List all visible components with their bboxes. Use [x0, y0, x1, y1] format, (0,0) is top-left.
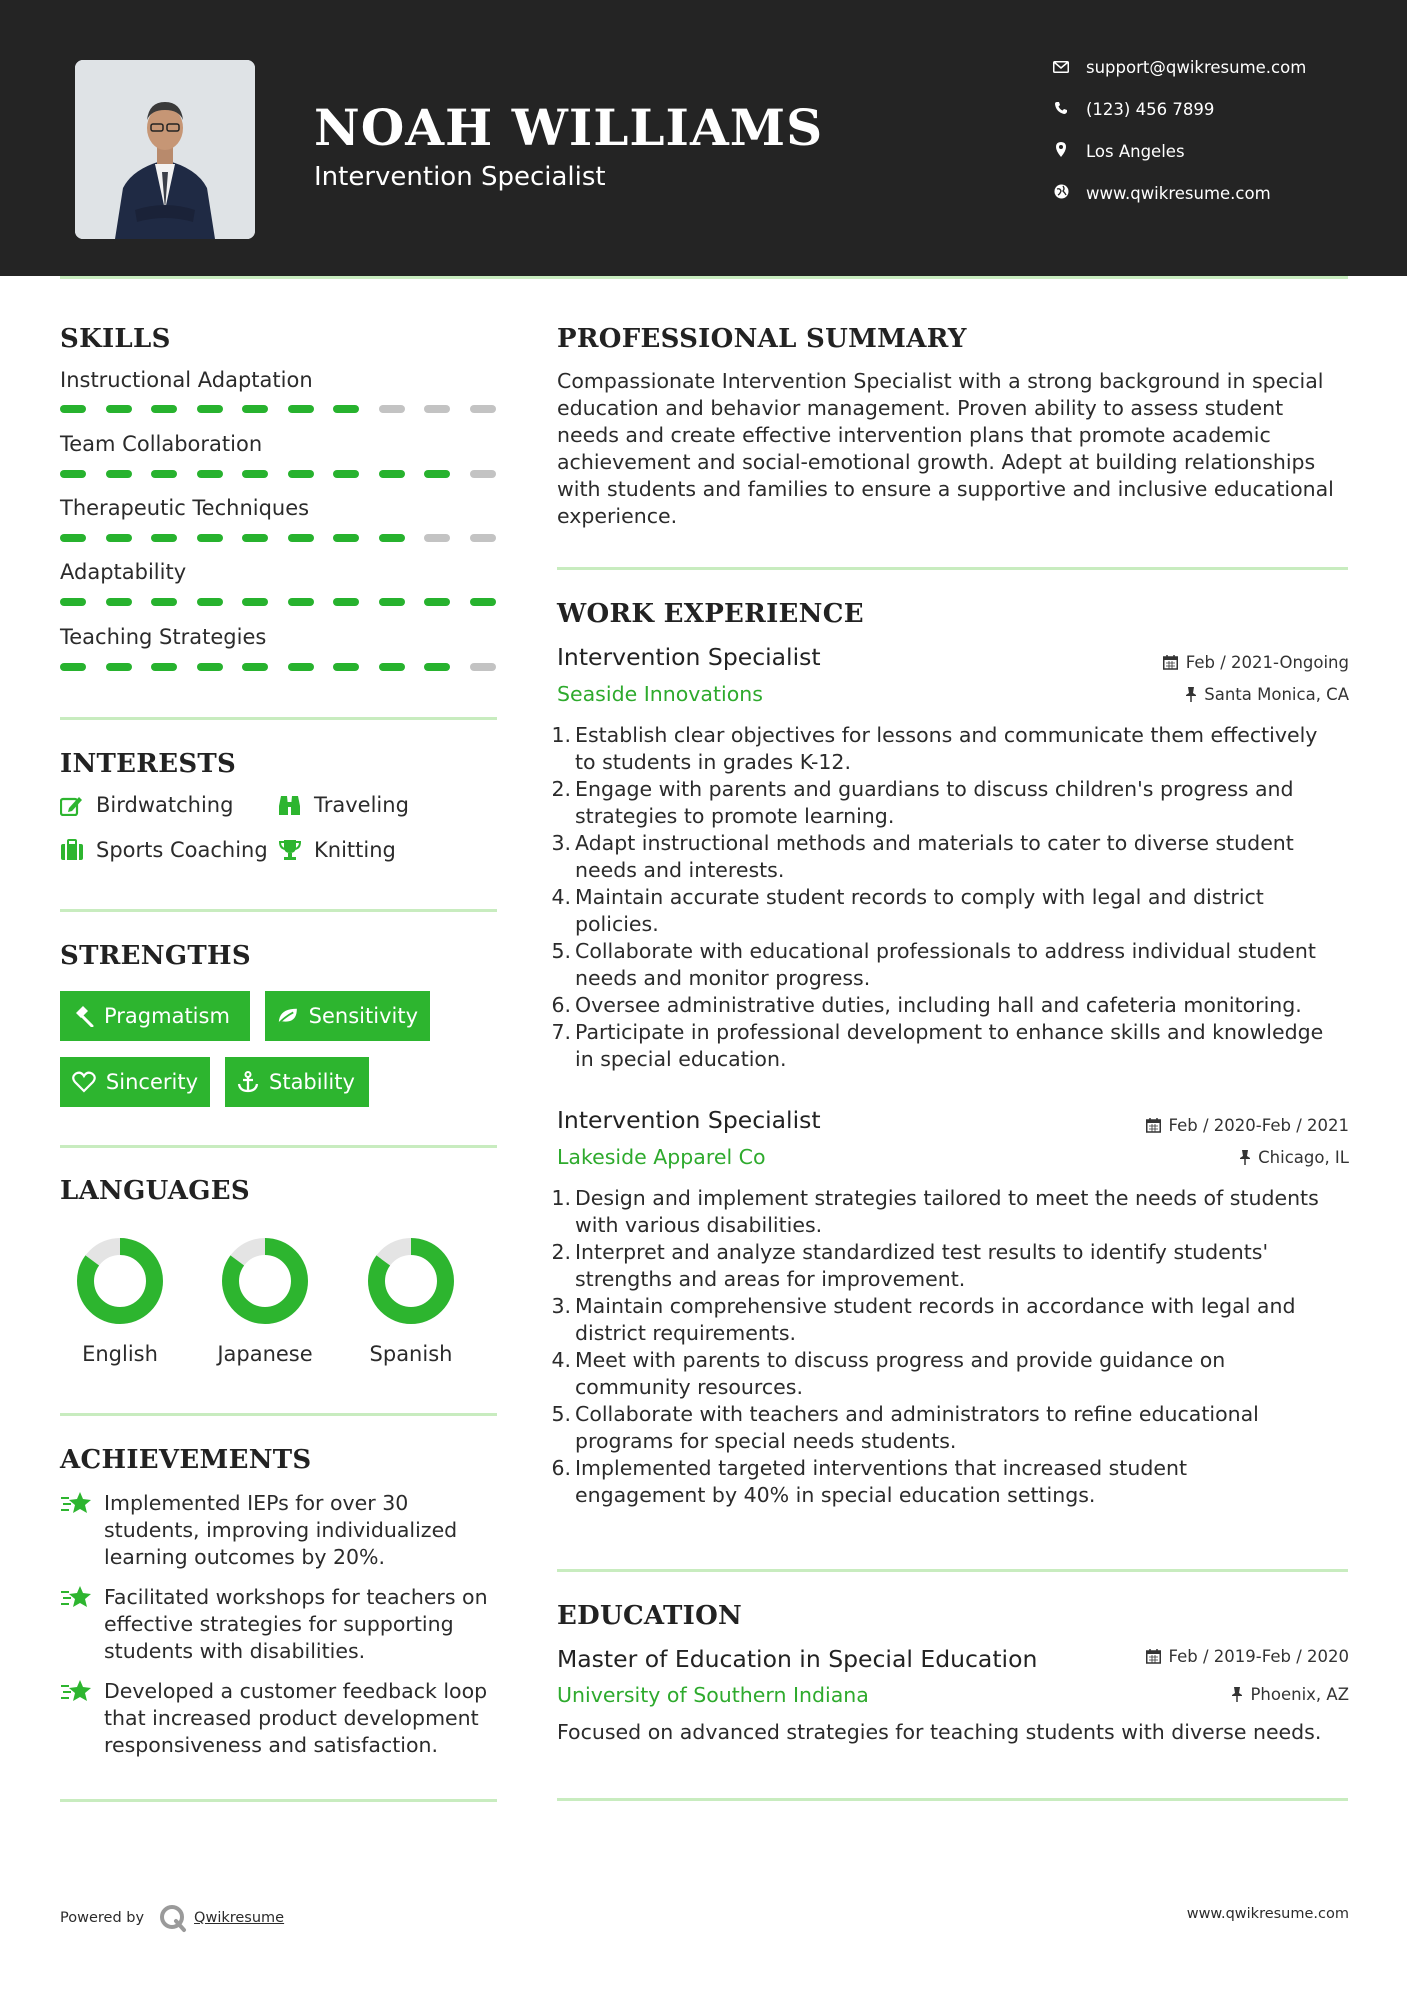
skill-segment-filled	[106, 598, 132, 606]
job-duty-item: 7. Participate in professional development to enhance skills and knowledge in special education.	[551, 1020, 1324, 1071]
calendar-icon	[1146, 1118, 1161, 1133]
job-duty-item: 6. Oversee administrative duties, including hall and cafeteria monitoring.	[551, 993, 1302, 1017]
strengths-heading: STRENGTHS	[60, 941, 251, 971]
interest-item	[60, 838, 268, 862]
skills-heading: SKILLS	[60, 324, 171, 354]
language-label: Spanish	[369, 1342, 453, 1366]
heart-icon	[72, 1071, 96, 1093]
phone-icon	[1050, 100, 1072, 119]
skill-segment-empty	[470, 405, 496, 413]
interest-label: Traveling	[314, 793, 409, 817]
achievement-item	[60, 1678, 500, 1759]
job-role: Intervention Specialist	[557, 643, 821, 671]
interest-item	[278, 793, 409, 817]
contact-phone-text: (123) 456 7899	[1086, 100, 1215, 119]
job-duty-item: 1. Establish clear objectives for lessons and communicate them effectively to students in grades K-12.	[551, 723, 1318, 774]
skill-segment-filled	[197, 470, 223, 478]
job-duty-item: 4. Meet with parents to discuss progress and provide guidance on community resources.	[551, 1348, 1226, 1399]
skill-segment-filled	[379, 534, 405, 542]
interests-heading: INTERESTS	[60, 749, 237, 779]
contact-phone[interactable]	[1050, 100, 1214, 119]
achievement-item	[60, 1490, 500, 1571]
job-duty-item: 5. Collaborate with educational professionals to address individual student needs and monitor progress.	[551, 939, 1316, 990]
skill-segment-filled	[151, 534, 177, 542]
skill-segment-filled	[106, 663, 132, 671]
skill-segment-empty	[470, 534, 496, 542]
education-degree: Master of Education in Special Education	[557, 1645, 1038, 1673]
star-icon	[60, 1584, 94, 1610]
summary-heading: PROFESSIONAL SUMMARY	[557, 324, 967, 354]
contact-location	[1050, 142, 1185, 161]
interest-label: Sports Coaching	[96, 838, 268, 862]
map-pin-icon	[1050, 142, 1072, 161]
job-role: Intervention Specialist	[557, 1106, 821, 1134]
skill-segment-filled	[60, 405, 86, 413]
skill-segment-filled	[424, 470, 450, 478]
skill-level-bar	[60, 534, 515, 542]
achievement-item	[60, 1584, 500, 1665]
summary-text: Compassionate Intervention Specialist with a strong background in special education and behavior management. Proven ability to assess student needs and create effective intervention plans that promote academic achievement and social-emotional growth. Adept at building relationships with students and families to ensure a supportive and inclusive educational experience.	[557, 369, 1334, 528]
qwikresume-logo-icon	[158, 1903, 188, 1933]
skill-segment-filled	[288, 534, 314, 542]
skill-segment-filled	[197, 534, 223, 542]
skill-level-bar	[60, 470, 515, 478]
skill-segment-empty	[470, 470, 496, 478]
pushpin-icon	[1240, 1150, 1250, 1165]
skill-segment-filled	[242, 534, 268, 542]
achievement-text: Developed a customer feedback loop that increased product development responsiveness and satisfaction.	[104, 1679, 488, 1757]
skill-segment-filled	[242, 470, 268, 478]
skill-segment-filled	[333, 405, 359, 413]
skill-segment-filled	[151, 598, 177, 606]
skill-segment-empty	[470, 663, 496, 671]
pencil-square-icon	[60, 794, 84, 816]
skill-segment-filled	[60, 470, 86, 478]
education-location: Phoenix, AZ	[1232, 1685, 1349, 1704]
strength-label: Sincerity	[105, 1070, 198, 1094]
job-duty-item: 6. Implemented targeted interventions that increased student engagement by 40% in special education settings.	[551, 1456, 1187, 1507]
section-divider	[557, 567, 1348, 570]
skill-segment-filled	[470, 598, 496, 606]
interest-label: Birdwatching	[96, 793, 234, 817]
contact-location-text: Los Angeles	[1086, 142, 1185, 161]
achievement-text: Facilitated workshops for teachers on effective strategies for supporting students with disabilities.	[104, 1585, 488, 1663]
powered-by-text: Powered by	[60, 1910, 145, 1926]
skill-segment-filled	[288, 470, 314, 478]
pushpin-icon	[1232, 1687, 1242, 1702]
contact-website[interactable]	[1050, 184, 1271, 203]
footer-website[interactable]: www.qwikresume.com	[1186, 1906, 1349, 1922]
candidate-title: Intervention Specialist	[314, 162, 606, 192]
skill-segment-empty	[379, 405, 405, 413]
education-description: Focused on advanced strategies for teaching students with diverse needs.	[557, 1720, 1322, 1744]
section-divider	[557, 1569, 1348, 1572]
strength-badge	[60, 1057, 210, 1107]
job-duties-list	[551, 1185, 1357, 1509]
skill-segment-filled	[197, 598, 223, 606]
job-duty-item: 3. Maintain comprehensive student records in accordance with legal and district requirements.	[551, 1294, 1296, 1345]
trophy-icon	[278, 839, 302, 861]
globe-icon	[1050, 184, 1072, 203]
section-divider	[557, 1798, 1348, 1801]
languages-heading: LANGUAGES	[60, 1176, 250, 1206]
brand-link[interactable]: Qwikresume	[194, 1910, 285, 1926]
strength-label: Stability	[269, 1070, 355, 1094]
job-company: Lakeside Apparel Co	[557, 1145, 766, 1169]
header-divider	[60, 276, 1348, 279]
skill-segment-filled	[333, 663, 359, 671]
job-location: Chicago, IL	[1240, 1148, 1349, 1167]
education-heading: EDUCATION	[557, 1601, 743, 1631]
interest-item	[60, 793, 233, 817]
skill-segment-filled	[424, 663, 450, 671]
gavel-icon	[72, 1005, 94, 1027]
contact-email-text: support@qwikresume.com	[1086, 58, 1307, 77]
skill-segment-empty	[424, 405, 450, 413]
skill-segment-filled	[242, 405, 268, 413]
skill-segment-empty	[424, 534, 450, 542]
job-duty-item: 4. Maintain accurate student records to comply with legal and district policies.	[551, 885, 1264, 936]
skill-segment-filled	[288, 405, 314, 413]
job-duty-item: 2. Interpret and analyze standardized test results to identify students' strengths and areas for improvement.	[551, 1240, 1269, 1291]
star-icon	[60, 1678, 94, 1704]
section-divider	[60, 1145, 497, 1148]
job-duty-item: 3. Adapt instructional methods and materials to cater to diverse student needs and interests.	[551, 831, 1294, 882]
section-divider	[60, 909, 497, 912]
education-school: University of Southern Indiana	[557, 1683, 869, 1707]
strength-label: Pragmatism	[104, 1004, 230, 1028]
contact-website-text: www.qwikresume.com	[1086, 184, 1271, 203]
skill-segment-filled	[333, 470, 359, 478]
skill-segment-filled	[151, 470, 177, 478]
skill-name: Therapeutic Techniques	[60, 496, 310, 520]
job-location: Santa Monica, CA	[1186, 685, 1349, 704]
skill-segment-filled	[333, 534, 359, 542]
briefcase-icon	[60, 839, 84, 861]
job-duty-item: 5. Collaborate with teachers and administrators to refine educational programs for special needs students.	[551, 1402, 1259, 1453]
anchor-icon	[237, 1071, 259, 1093]
skill-segment-filled	[288, 598, 314, 606]
skill-level-bar	[60, 663, 515, 671]
contact-email[interactable]	[1050, 58, 1306, 77]
job-duties-list	[551, 722, 1357, 1073]
skill-segment-filled	[151, 405, 177, 413]
language-donut	[222, 1238, 308, 1324]
skill-segment-filled	[151, 663, 177, 671]
interest-item	[278, 838, 396, 862]
job-duty-item: 2. Engage with parents and guardians to discuss children's progress and strategies to promote learning.	[551, 777, 1294, 828]
achievements-heading: ACHIEVEMENTS	[60, 1445, 312, 1475]
job-duty-item: 1. Design and implement strategies tailored to meet the needs of students with various disabilities.	[551, 1186, 1319, 1237]
skill-segment-filled	[379, 598, 405, 606]
section-divider	[60, 717, 497, 720]
job-dates: Feb / 2021-Ongoing	[1163, 653, 1349, 672]
job-dates: Feb / 2020-Feb / 2021	[1146, 1116, 1349, 1135]
skill-segment-filled	[197, 405, 223, 413]
skill-name: Teaching Strategies	[60, 625, 267, 649]
profile-photo	[75, 60, 255, 239]
resume-header	[0, 0, 1407, 276]
skill-segment-filled	[379, 470, 405, 478]
skill-segment-filled	[242, 598, 268, 606]
achievement-text: Implemented IEPs for over 30 students, improving individualized learning outcomes by 20%.	[104, 1491, 458, 1569]
skill-segment-filled	[106, 470, 132, 478]
strength-badge	[225, 1057, 369, 1107]
strength-badge	[60, 991, 250, 1041]
binoculars-icon	[278, 794, 302, 816]
skill-name: Team Collaboration	[60, 432, 263, 456]
education-dates: Feb / 2019-Feb / 2020	[1146, 1647, 1349, 1666]
person-photo-icon	[75, 60, 255, 239]
language-label: English	[82, 1342, 158, 1366]
skill-segment-filled	[424, 598, 450, 606]
leaf-icon	[277, 1006, 299, 1026]
footer-powered-by	[60, 1903, 284, 1933]
strength-label: Sensitivity	[308, 1004, 418, 1028]
skill-segment-filled	[379, 663, 405, 671]
candidate-name: NOAH WILLIAMS	[314, 98, 824, 157]
skill-segment-filled	[60, 534, 86, 542]
pushpin-icon	[1186, 687, 1196, 702]
language-label: Japanese	[217, 1342, 313, 1366]
calendar-icon	[1146, 1649, 1161, 1664]
star-icon	[60, 1490, 94, 1516]
strength-badge	[265, 991, 430, 1041]
skill-name: Instructional Adaptation	[60, 368, 313, 392]
section-divider	[60, 1799, 497, 1802]
skill-segment-filled	[60, 663, 86, 671]
skill-level-bar	[60, 598, 515, 606]
skill-level-bar	[60, 405, 515, 413]
job-company: Seaside Innovations	[557, 682, 763, 706]
language-donut	[77, 1238, 163, 1324]
skill-segment-filled	[333, 598, 359, 606]
skill-segment-filled	[106, 405, 132, 413]
interest-label: Knitting	[314, 838, 396, 862]
experience-heading: WORK EXPERIENCE	[557, 599, 864, 629]
language-donut	[368, 1238, 454, 1324]
skill-segment-filled	[60, 598, 86, 606]
envelope-icon	[1050, 58, 1072, 77]
skill-segment-filled	[197, 663, 223, 671]
skill-segment-filled	[106, 534, 132, 542]
skill-segment-filled	[288, 663, 314, 671]
section-divider	[60, 1413, 497, 1416]
skill-segment-filled	[242, 663, 268, 671]
skill-name: Adaptability	[60, 560, 187, 584]
calendar-icon	[1163, 655, 1178, 670]
